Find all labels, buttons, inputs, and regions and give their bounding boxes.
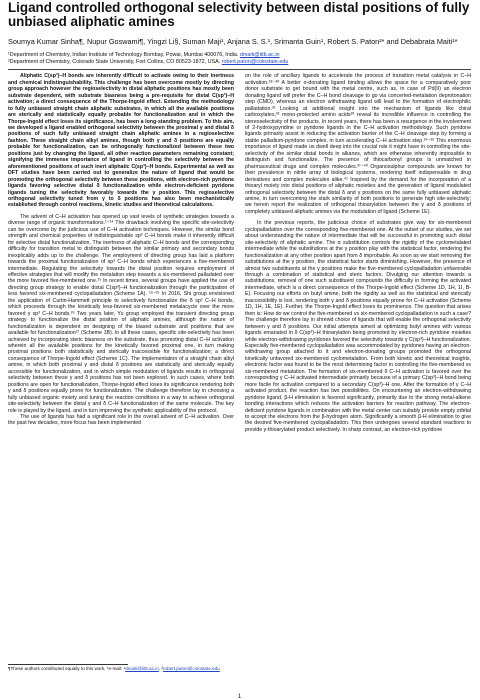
right-column — [245, 73, 471, 433]
author-list: Soumya Kumar Sinha¶, Nupur Goswami¶, Yingzi Li§, Suman Maji¹, Anjana S. S.¹, Srimanta Guin¹, Robert S. Paton²* and Debabrata Maiti¹* — [8, 37, 458, 46]
affiliation-2-text: ²Department of Chemistry, Colorado State University, Fort Collins, CO 80523-1872, USA. — [8, 58, 222, 65]
affiliation-2 — [8, 59, 471, 66]
affiliation-1-email[interactable]: dmaiti@iitb.ac.in — [239, 52, 280, 58]
affiliation-1 — [8, 52, 471, 59]
footnote-text: ¶These authors contributed equally to this work. *e-mail: ¹ — [8, 666, 126, 671]
affiliation-2-email[interactable]: robert.paton@colostate.edu — [221, 58, 289, 65]
affiliation-1-text: ¹Department of Chemistry, Indian Institute of Technology Bombay, Powai, Mumbai 400076, India. — [8, 52, 240, 58]
abstract-text: Aliphatic C(sp³)–H bonds are inherently difficult to activate owing to their inertness and chemical indistinguishability. This challenge has been overcome mostly by directing group approach however the regioselectivity in distal aliphatic positions has mostly been substrate dependent, with substrate biasness being a pre-requisite for distal C(sp³)–H activation; a direct consequence of the Thorpe-Ingold effect. Extending the methodology to fully unbiased straight chain aliphatic substrates, in which all the available positions are sterically and statistically equally probable for functionalization and in which the Thorpe-Ingold effect loses its significance, has been a long-standing problem. To this aim, we developed a ligand enabled orthogonal selectivity between the proximal γ and distal δ positions of such fully unbiased straight chain aliphatic amines in a regioselective fashion. These straight chain alkyl amines, though both γ and δ positions are equally probable for functionalization, can be orthogonally functionalized between these two positions just by changing the ligand, all other reaction parameters remaining constant; signifying the immense importance of ligand in controlling the selectivity between the aforementioned positions of such inert aliphatic C(sp³)–H bonds. Experimental as well as DFT studies have been carried out to generalize the nature of ligand that would be promoting the orthogonal selectivity between these positions, with electron-rich pyridone ligands favoring selective distal δ functionalization while electron-deficient pyridone ligands tuning the selectivity favorably towards the γ position. This regioselective orthogonal selectivity tuned from γ to δ positions has also been mechanistically established through control reactions, kinetic studies and theoretical calculations. — [8, 73, 234, 209]
footnote-separator: , ² — [158, 666, 163, 671]
two-column-body — [8, 73, 471, 433]
paper-title: Ligand controlled orthogonal selectivity between distal positions of fully unbiased aliphatic amines — [8, 0, 470, 29]
footnote-rule — [8, 664, 128, 665]
body-paragraph: The advent of C–H activation has opened up vast levels of synthetic strategies towards a diverse range of organic transformations.¹⁻¹⁴ The drawback involving the specific site-selectivity can be overcome by the judicious use of C–H activation techniques. However, the similar bond strength and chemical properties of indistinguishable sp³ C–H bonds make it inherently difficult for selective distal functionalization. The inertness of aliphatic C–H bonds and the corresponding difficulty for transition metal to distinguish between the similar primary and secondary bonds inexplicably adds up to the challenge. The employment of directing group has laid a platform towards the proximal functionalization of sp³ C–H bonds which experiences a five-membered intermediate. Regulating the selectivity towards the distal position requires employment of effective strategies that will modify the metalation step towards a six-membered palladated over the more favored five-membered one.¹⁵ In recent times, several groups have applied the use of directing group strategy to enable distal C(sp³)–H functionalization through the participation of less favored six-membered cyclopalladation (Scheme 1A). ¹⁶⁻²⁵ In 2016, Shi group envisioned the application of Curtin-Hammett principle to selectively functionalize the δ sp³ C–H bonds, which proceeds through the kinetically less-favored six-membered metalacycle over the more favored γ sp³ C–H bonds.²⁶ Two years later, Yu group employed the transient directing group strategy to functionalize the distal position of aliphatic amines, although the nature of functionalization is dependent on designing of the biased substrate and positions that are available for functionalization²⁷ (Scheme 1B). In all these cases, specific site-selectivity has been achieved by incorporating steric biasness on the substrate, thus promoting distal C–H activation wherein all the available positions for the kinetically favored proximal one, in turn making proximal positions both statistically and sterically inaccessible for functionalization; a direct consequence of Thorpe-Ingold effect (Scheme 1C). The implementation of a straight chain alkyl amine, in which both proximal γ and distal δ positions are statistically and sterically equally accessible for functionalization, and in which simple modulation of ligands results in orthogonal selectivity between these γ and δ positions has not been explored. In such cases, where both positions are open for functionalization, Thorpe-Ingold effect loses its significance rendering both γ and δ positions equally prone for functionalization. The challenge therefore lay in choosing a fully unbiased organic moiety and tuning the reaction conditions in a way to achieve orthogonal site-selectivity between the distal γ and δ C–H functionalization of the same molecule. The key role is played by the ligand, and in turn improving the synthetic applicability of the protocol. — [8, 213, 234, 414]
page-number: 1 — [237, 694, 242, 700]
paper-page — [8, 0, 471, 700]
left-column — [8, 73, 234, 433]
affiliations — [8, 52, 471, 65]
abstract-divider — [8, 69, 471, 70]
footnote — [8, 666, 471, 672]
footnote-area — [8, 664, 471, 672]
footnote-email-1[interactable]: dmaiti@iitb.ac.in — [125, 666, 159, 671]
body-paragraph: The use of ligands has had a significant role in the overall advent of C–H activation. Over the past few decades, more focus has been implemented — [8, 413, 234, 427]
abstract — [8, 73, 234, 209]
body-paragraph: In the previous reports, the judicious choice of substrates give way for six-membered cyclopalladation over the corresponding five-membered one. At the outset of our studies, we set about understanding the nature of intermediate that will be successful in promoting such distal site-selectivity of aliphatic amine. The α substitution controls the rigidity of the cyclometalated intermediate while the substitutions at the γ position play with the statistical factor, rendering the functionalization at any other position apart from δ improbable. As soon as we start removing the substitutions at the γ position, the statistical factor starts diminishing. However, the presence of almost two substituents at the γ positions make the five-membered cyclopalladation unfavorable through a combination of statistical and steric factors. Divulging our attention towards a substitutions, removal of one such substituent compounds the difficulty in forming the activated intermediate, which is a direct consequence of the Thorpe-Ingold effect (Scheme 1D, 1H, 1I, B-E). Focusing our efforts on butyl amine, both the rigidity as well as the statistical and sterically inaccessibility is lost, rendering both γ and δ positions equally prone for C–H activation (Scheme 1D, 1H, 1E, 1E). Further, the Thorpe-Ingold effect loses its prominence. The question that arises then is: How do we control the five-membered vs six-membered cyclopalladation in such a case? The challenge therefore lay in shrewd choice of ligands that will enable the orthogonal selectivity between γ and δ positions. Our initial attempts aimed at optimizing butyl amines with various ligands emanated in δ C(sp³)–H thioarylation being promoted by electron-rich pyridone moieties while electron-withdrawing pyridones favored the selectivity towards γ C(sp³)–H functionalization. Especially five-membered cyclopalladation was accommodated by pyridones having an electron-withdrawing group attached to it and electron-donating groups promoted the orthogonal kinetically unfavored six-membered cyclometalation. From both kinetic and theoretical insights, electronic factor was found to be the most determining factor in controlling the five-membered vs six-membered metalation. The formation of six-membered δ C–H activation is favored over the corresponding γ C–H activated intermediate primarily because of a primary C(sp³)–H bond being more facile for activation compared to a secondary C(sp³)–H one. After the formation of γ C–H activated product, the reaction has two possibilities. On encountering an electron-withdrawing pyridone ligand, β-H elimination is favored significantly, primarily due to the strong metal-alkene bonding interactions which reduces the activation barriers for reaction pathway. The electron-deficient pyridone ligands in combination with the metal center can suitably provide empty orbital to accept the electrons from the β-hydrogen atom. Significantly a smooth β-H elimination to give the desired five-membered cyclopalladation. This then undergoes several standard reactions to provide γ-thioarylated product selectively. In sharp contrast, an electron-rich pyridone — [245, 220, 471, 433]
footnote-email-2[interactable]: robert.paton@colostate.edu — [162, 666, 220, 671]
body-paragraph: on the role of ancillary ligands to accelerate the process of transition metal catalysis in C–H activation.²⁸⁻³⁰ A better σ-donating ligand binding allows the space for a comparatively poor donor substrate to get bound with the metal centre, such as, in case of Pd(II) an electron donating ligand will prefer the C–H bond cleavage to go via concerted-metalation deprotonation step (CMD), whereas an electron withdrawing ligand will lead to the formation of electrophilic palladation.³¹ Looking at additional insight into the mechanism of ligands like chiral carboxylates,³² mono-protected amino acids³³ reveal its incredible influence in controlling the stereoselectivity of the products. In recent years, there has been a resurgence in the involvement of 2-hydroxypyridine or pyridone ligands in the C–H activation methodology. Such pyridone ligands primarily assist in reducing the activation barrier of the C–H cleavage step by forming a stable palladium-pyridone complex, in turn accelerating C–H activation step.³⁴⁻³⁶ This enormous importance of ligand made us dwell deep into the crucial role it might have in controlling the site-selectivity of the similar distal bonds in alkanes, which are otherwise inherently impossible to distinguish and functionalize. The presence of thiocarbonyl groups is unmatched in pharmaceutical drugs and complex molecules.³⁷⁻⁴⁰ Organosulphur compounds are known for their prevalence in nitrile array of biological systems, rendering itself indispensable in drug derivatives and complex molecules alike.⁴¹ Inspired by the demand for the incorporation of a thioaryl moiety into distal positions of aliphatic moieties and the generation of ligand modulated orthogonal selectivity between the distal δ and γ positions on the same fully unbiased aliphatic amine, in turn overcoming the stark similarity of both positions to generate high site-selectivity; we herein report the realization of orthogonal thioarylation between the γ and δ positions of completely unbiased aliphatic amines via the modulation of ligand (Scheme 1E). — [245, 73, 471, 215]
